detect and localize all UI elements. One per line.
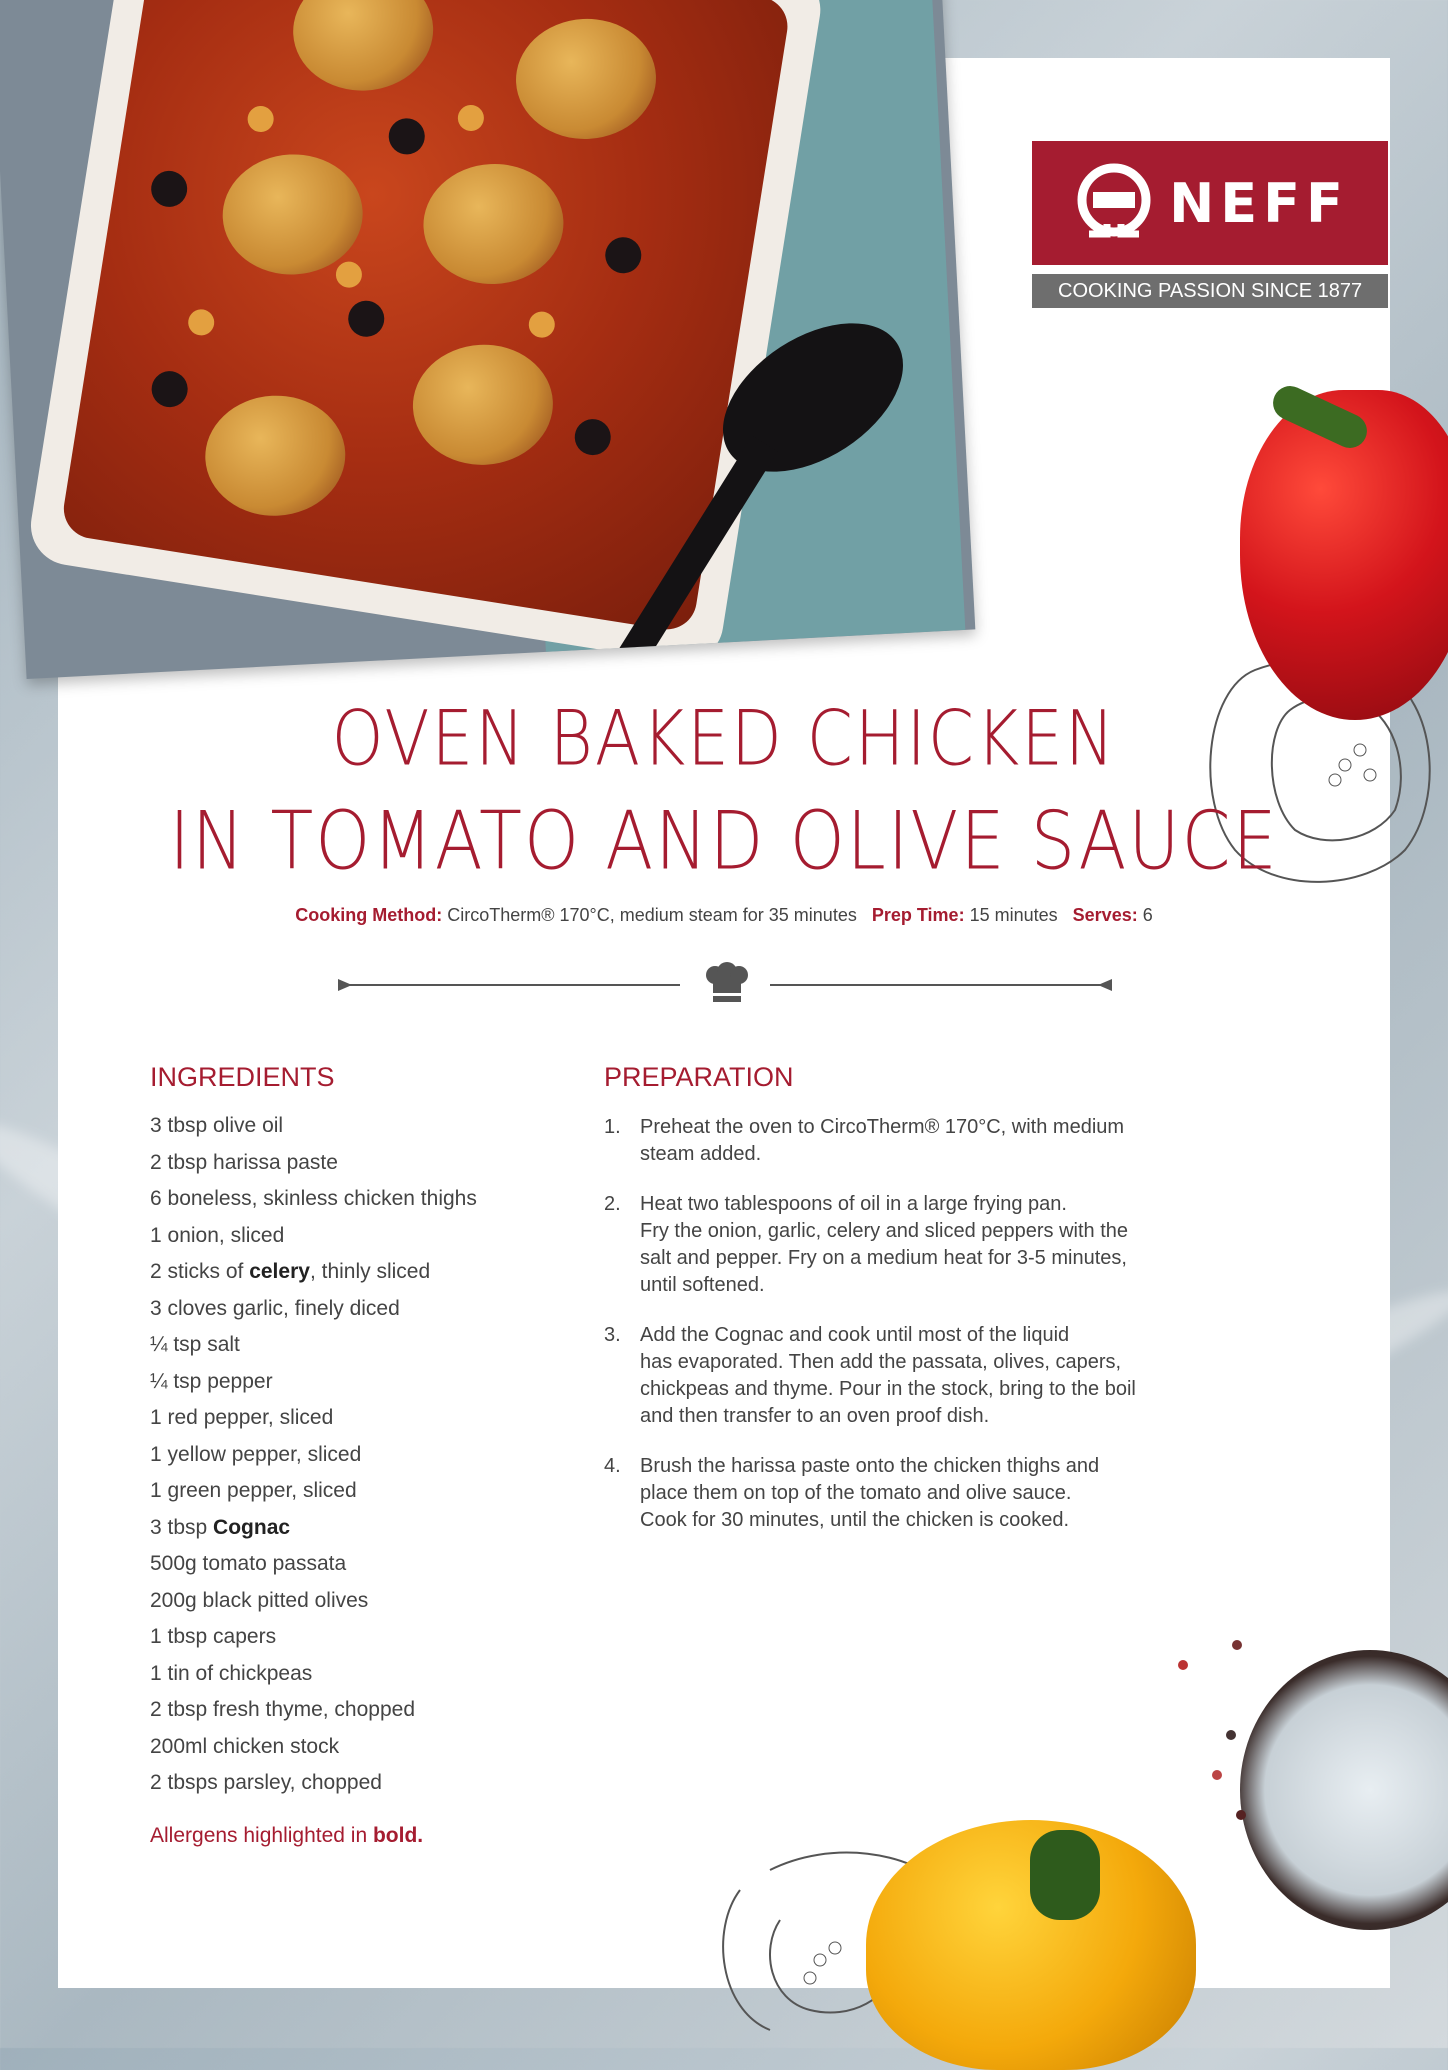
preparation-steps bbox=[604, 1114, 1184, 1557]
ingredient-text: 3 cloves garlic, finely diced bbox=[150, 1296, 400, 1320]
ingredient-item bbox=[150, 1151, 477, 1188]
recipe-title-line2: IN TOMATO AND OLIVE SAUCE bbox=[169, 793, 1279, 889]
method-label: Cooking Method: bbox=[295, 905, 443, 925]
step-text: Fry the onion, garlic, celery and sliced peppers with the bbox=[640, 1220, 1129, 1242]
ingredient-item bbox=[150, 1516, 477, 1553]
pepper-stem bbox=[1030, 1830, 1100, 1920]
ingredient-text: 200ml chicken stock bbox=[150, 1734, 340, 1758]
step-text: salt and pepper. Fry on a medium heat for 3-5 minutes, bbox=[640, 1247, 1127, 1269]
recipe-meta bbox=[0, 905, 1448, 926]
preparation-step bbox=[604, 1191, 1184, 1299]
ingredient-item bbox=[150, 1333, 477, 1370]
ingredient-text: 3 tbsp olive oil bbox=[150, 1114, 284, 1137]
step-number: 4. bbox=[604, 1455, 621, 1477]
ingredient-text: 1 yellow pepper, sliced bbox=[150, 1442, 362, 1466]
step-number: 1. bbox=[604, 1116, 621, 1138]
ingredient-text: 200g black pitted olives bbox=[150, 1588, 369, 1612]
ingredient-item bbox=[150, 1187, 477, 1224]
peppercorn bbox=[1212, 1770, 1222, 1780]
ingredient-item bbox=[150, 1479, 477, 1516]
preparation-step bbox=[604, 1114, 1184, 1168]
step-text: Cook for 30 minutes, until the chicken is cooked. bbox=[640, 1509, 1070, 1531]
neff-logo bbox=[1032, 141, 1388, 265]
ingredient-text: 2 sticks of bbox=[150, 1260, 250, 1283]
prep-label: Prep Time: bbox=[871, 905, 965, 925]
ingredient-item bbox=[150, 1443, 477, 1480]
ingredient-item bbox=[150, 1260, 477, 1297]
serves-label: Serves: bbox=[1072, 905, 1138, 925]
ingredient-item bbox=[150, 1224, 477, 1261]
ingredient-text: 500g tomato passata bbox=[150, 1552, 347, 1575]
allergen-note bbox=[150, 1824, 423, 1848]
preparation-heading: PREPARATION bbox=[604, 1062, 794, 1092]
peppercorn bbox=[1236, 1810, 1246, 1820]
ingredients-list bbox=[150, 1114, 477, 1808]
peppercorn bbox=[1232, 1640, 1242, 1650]
ingredient-text: 1 red pepper, sliced bbox=[150, 1406, 334, 1429]
ingredient-text: 3 tbsp bbox=[150, 1515, 214, 1539]
ingredient-item bbox=[150, 1771, 477, 1808]
step-text: place them on top of the tomato and olive sauce. bbox=[640, 1482, 1072, 1504]
ingredient-item bbox=[150, 1589, 477, 1626]
ingredient-text: 1 tin of chickpeas bbox=[150, 1661, 313, 1685]
step-text: chickpeas and thyme. Pour in the stock, bring to the boil bbox=[640, 1378, 1136, 1400]
ingredient-text: , thinly sliced bbox=[309, 1260, 431, 1283]
step-text: Brush the harissa paste onto the chicken thighs and bbox=[640, 1455, 1100, 1477]
peppercorn bbox=[1178, 1660, 1188, 1670]
step-text: Preheat the oven to CircoTherm® 170°C, with medium bbox=[640, 1116, 1125, 1138]
step-number: 3. bbox=[604, 1324, 621, 1346]
ingredient-item bbox=[150, 1552, 477, 1589]
prep-value: 15 minutes bbox=[969, 905, 1058, 925]
ingredient-item bbox=[150, 1297, 477, 1334]
brand-name: NEFF bbox=[1169, 171, 1349, 235]
ingredient-text: ¼ tsp salt bbox=[150, 1333, 240, 1356]
step-text: until softened. bbox=[640, 1274, 765, 1296]
peppercorn bbox=[1226, 1730, 1236, 1740]
step-text: Heat two tablespoons of oil in a large frying pan. bbox=[640, 1193, 1067, 1215]
preparation-step bbox=[604, 1322, 1184, 1430]
recipe-title-line1: OVEN BAKED CHICKEN bbox=[331, 694, 1117, 783]
ingredient-text: 1 onion, sliced bbox=[150, 1223, 285, 1247]
ingredient-text: 2 tbsp harissa paste bbox=[150, 1150, 338, 1174]
ingredient-text: 6 boneless, skinless chicken thighs bbox=[150, 1187, 477, 1210]
dish-photo bbox=[0, 0, 975, 679]
step-text: has evaporated. Then add the passata, olives, capers, bbox=[640, 1351, 1122, 1373]
preparation-step bbox=[604, 1453, 1184, 1534]
chef-hat-icon bbox=[706, 962, 748, 1002]
ingredient-text: 2 tbsp fresh thyme, chopped bbox=[150, 1698, 415, 1721]
serves-value: 6 bbox=[1142, 905, 1153, 925]
method-value: CircoTherm® 170°C, medium steam for 35 minutes bbox=[447, 905, 857, 925]
ingredient-text: 2 tbsps parsley, chopped bbox=[150, 1771, 382, 1794]
ingredient-text: 1 tbsp capers bbox=[150, 1625, 277, 1648]
ingredient-item bbox=[150, 1698, 477, 1735]
allergen-word: celery bbox=[249, 1260, 310, 1283]
ingredients-heading: INGREDIENTS bbox=[150, 1062, 335, 1092]
allergen-bold: bold. bbox=[372, 1824, 424, 1847]
ingredient-item bbox=[150, 1625, 477, 1662]
ingredient-item bbox=[150, 1370, 477, 1407]
allergen-word: Cognac bbox=[213, 1515, 291, 1539]
ingredient-item bbox=[150, 1406, 477, 1443]
ingredient-text: ¼ tsp pepper bbox=[150, 1369, 273, 1393]
neff-emblem-icon bbox=[1071, 160, 1157, 246]
divider bbox=[330, 960, 1120, 1010]
brand-tagline: COOKING PASSION SINCE 1877 bbox=[1032, 274, 1388, 308]
step-text: and then transfer to an oven proof dish. bbox=[640, 1405, 990, 1427]
step-text: Add the Cognac and cook until most of the liquid bbox=[640, 1324, 1070, 1346]
ingredient-item bbox=[150, 1662, 477, 1699]
ingredient-text: 1 green pepper, sliced bbox=[150, 1479, 357, 1502]
allergen-text: Allergens highlighted in bbox=[150, 1824, 373, 1847]
step-number: 2. bbox=[604, 1193, 621, 1215]
ingredient-item bbox=[150, 1735, 477, 1772]
ingredient-item bbox=[150, 1114, 477, 1151]
step-text: steam added. bbox=[640, 1143, 762, 1165]
